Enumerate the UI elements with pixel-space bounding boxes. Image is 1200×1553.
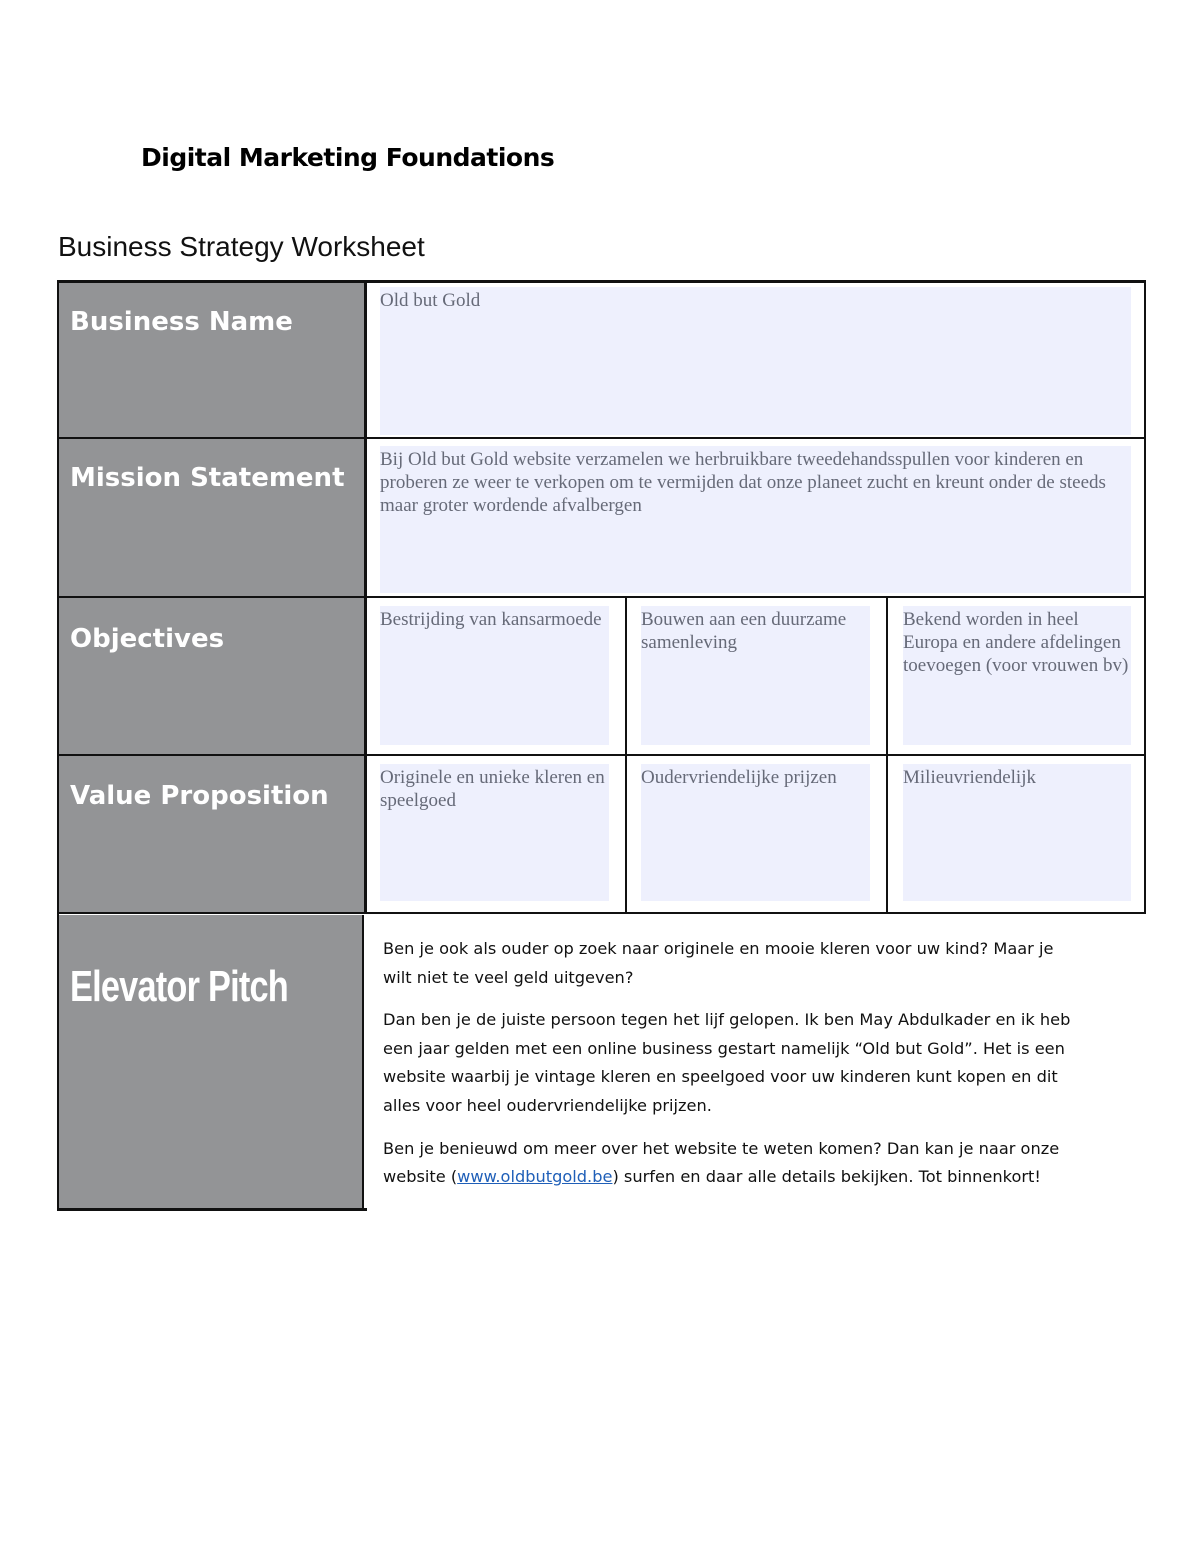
- table-border-row3: [58, 754, 1146, 756]
- pitch-paragraph-2: Dan ben je de juiste persoon tegen het lijf gelopen. Ik ben May Abdulkader en ik heb een jaar gelden met een online business gestart namelijk “Old but Gold”. Het is een website waarbij je vintage kleren en speelgoed voor uw kinderen kunt kopen en dit alles voor heel oudervriendelijke prijzen.: [383, 1010, 1071, 1115]
- objective-value-3: Bekend worden in heel Europa en andere afdelingen toevoegen (voor vrouwen bv): [903, 609, 1129, 676]
- document-title: Digital Marketing Foundations: [141, 143, 555, 172]
- business-name-field[interactable]: [380, 287, 1131, 435]
- column-divider-1: [625, 596, 627, 914]
- objective-value-1: Bestrijding van kansarmoede: [380, 609, 602, 630]
- elevator-pitch-text: [383, 935, 1073, 1206]
- value-proposition-label: [58, 755, 364, 913]
- label-column-border: [364, 280, 367, 914]
- value-proposition-field-3[interactable]: [903, 764, 1131, 901]
- objective-field-2[interactable]: [641, 606, 870, 745]
- objectives-label: [58, 597, 364, 755]
- pitch-paragraph-3: [383, 1135, 1073, 1192]
- value-proposition-value-1: Originele en unieke kleren en speelgoed: [380, 767, 605, 811]
- worksheet-title: Business Strategy Worksheet: [58, 231, 425, 262]
- elevator-pitch-label: [58, 915, 362, 1209]
- table-border-row2: [58, 596, 1146, 598]
- table-border-right: [1144, 280, 1146, 914]
- objectives-label-text: Objectives: [70, 624, 225, 654]
- table-border-row4: [58, 912, 1146, 914]
- pitch-paragraph-3-end: ) surfen en daar alle details bekijken. Tot binnenkort!: [612, 1167, 1041, 1187]
- business-name-label: [58, 281, 364, 438]
- value-proposition-field-2[interactable]: [641, 764, 870, 901]
- value-proposition-value-3: Milieuvriendelijk: [903, 767, 1036, 788]
- objective-value-2: Bouwen aan een duurzame samenleving: [641, 609, 847, 653]
- value-proposition-value-2: Oudervriendelijke prijzen: [641, 767, 837, 788]
- pitch-paragraph-1: Ben je ook als ouder op zoek naar originele en mooie kleren voor uw kind? Maar je wilt niet te veel geld uitgeven?: [383, 939, 1054, 987]
- value-proposition-label-text: Value Proposition: [70, 781, 329, 811]
- objective-field-1[interactable]: [380, 606, 609, 745]
- value-proposition-field-1[interactable]: [380, 764, 609, 901]
- objective-field-3[interactable]: [903, 606, 1131, 745]
- mission-statement-label: [58, 438, 364, 597]
- business-name-label-text: Business Name: [70, 307, 293, 337]
- elevator-pitch-label-text: Elevator Pitch: [70, 962, 288, 1011]
- elevator-border-right: [362, 915, 364, 1211]
- mission-statement-field[interactable]: [380, 446, 1131, 593]
- column-divider-2: [886, 596, 888, 914]
- elevator-border-bottom: [58, 1208, 367, 1211]
- mission-statement-label-text: Mission Statement: [70, 463, 345, 493]
- table-border-row1: [58, 437, 1146, 439]
- pitch-paragraph-3-start: Ben je benieuwd om meer over het website te weten komen? Dan kan je naar onze website (: [383, 1138, 1060, 1187]
- table-border-top: [58, 280, 1146, 283]
- business-name-value: Old but Gold: [380, 290, 481, 311]
- table-border-left: [57, 280, 59, 1211]
- mission-statement-value: Bij Old but Gold website verzamelen we herbruikbare tweedehandsspullen voor kinderen en proberen ze weer te verkopen om te vermijden dat onze planeet zucht en kreunt onder de steeds maar groter wordende afvalbergen: [380, 449, 1106, 516]
- website-link[interactable]: www.oldbutgold.be: [457, 1167, 613, 1187]
